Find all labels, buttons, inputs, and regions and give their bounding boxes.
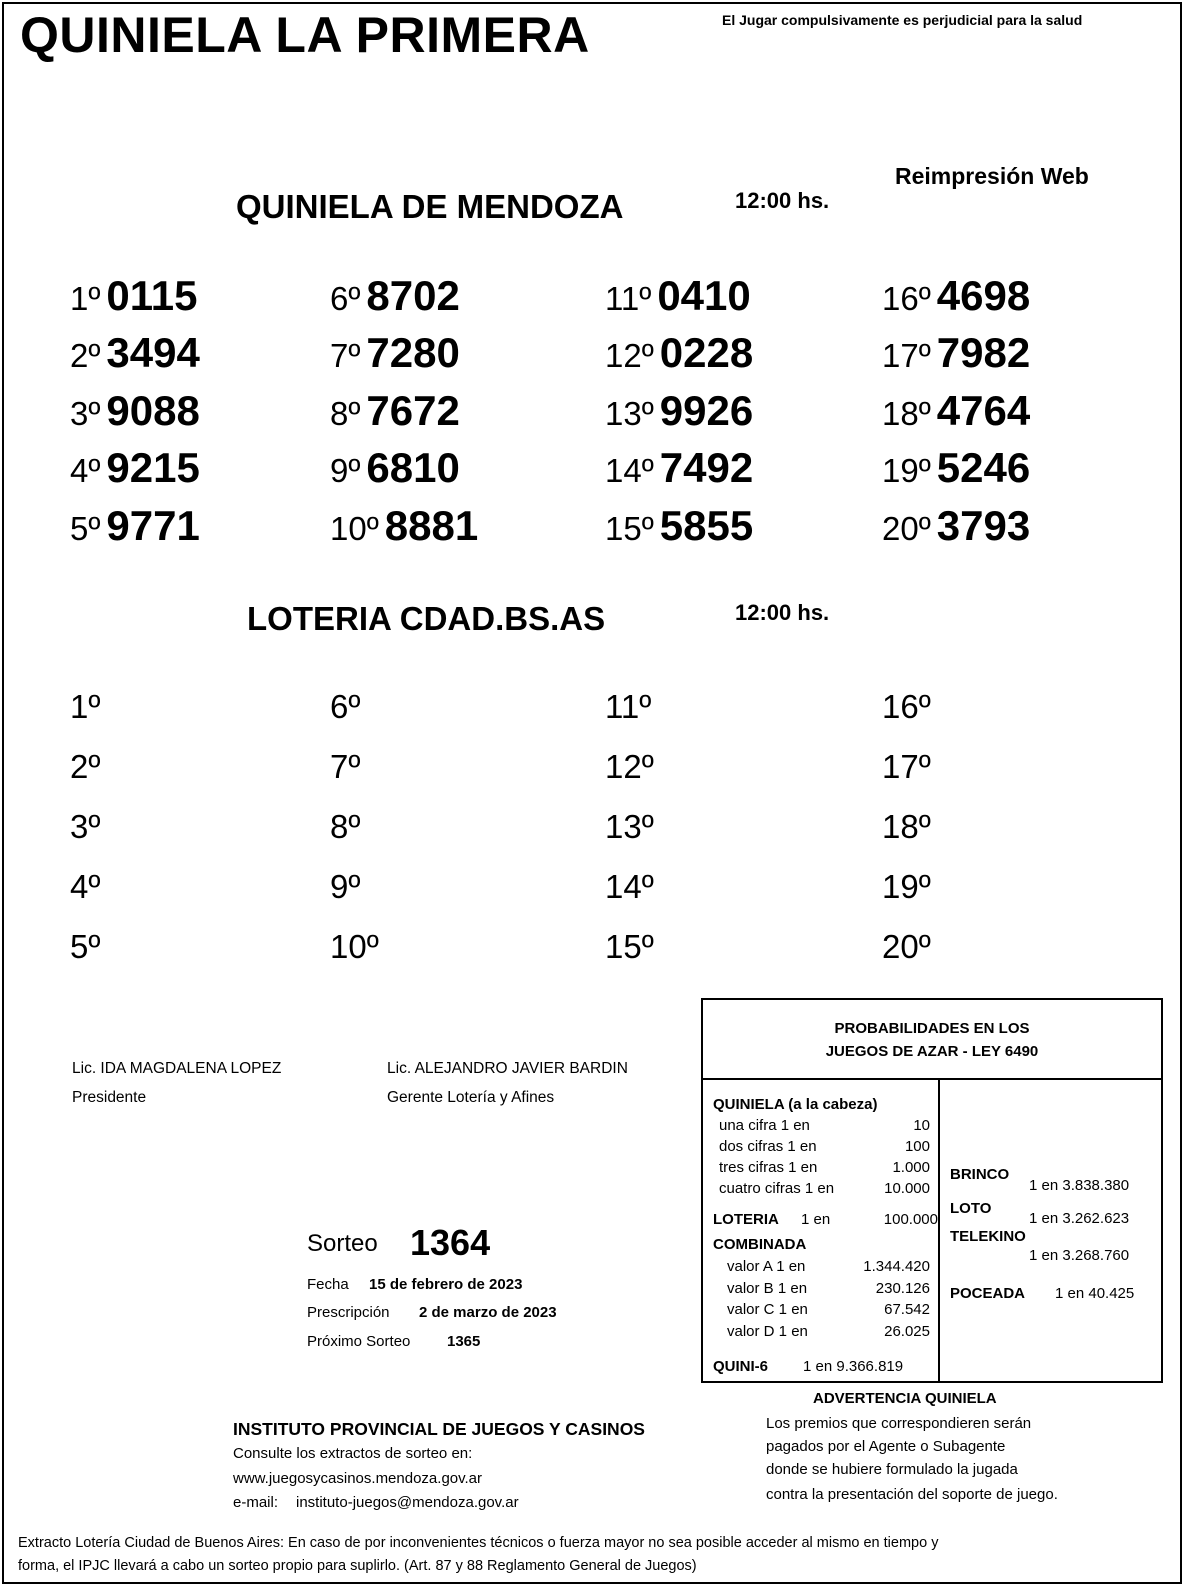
position-label: 3º bbox=[70, 395, 101, 432]
loteria-result-14 bbox=[605, 868, 654, 906]
loteria-result-1 bbox=[70, 688, 100, 726]
mendoza-title: QUINIELA DE MENDOZA bbox=[236, 188, 624, 225]
position-label: 16º bbox=[882, 280, 931, 317]
result-number: 4764 bbox=[936, 387, 1031, 434]
loteria-result-7 bbox=[330, 748, 360, 786]
result-number: 0228 bbox=[659, 329, 754, 376]
advertencia-line3: donde se hubiere formulado la jugada bbox=[766, 1461, 1018, 1478]
position-label: 4º bbox=[70, 868, 101, 905]
position-label: 16º bbox=[882, 688, 931, 725]
prescription-label: Prescripción bbox=[307, 1304, 390, 1321]
probabilities-title-line1: PROBABILIDADES EN LOS bbox=[834, 1020, 1030, 1037]
draw-date: 15 de febrero de 2023 bbox=[369, 1276, 523, 1293]
prob-row-label: tres cifras 1 en bbox=[719, 1159, 818, 1176]
draw-number: 1364 bbox=[410, 1222, 491, 1263]
result-number: 7982 bbox=[936, 329, 1031, 376]
probabilities-box bbox=[701, 998, 1163, 1383]
loteria-result-13 bbox=[605, 808, 654, 846]
prob-row-value: 1.344.420 bbox=[863, 1258, 930, 1275]
advertencia-title: ADVERTENCIA QUINIELA bbox=[813, 1390, 997, 1407]
prescription-date: 2 de marzo de 2023 bbox=[419, 1304, 557, 1321]
position-label: 19º bbox=[882, 452, 931, 489]
mendoza-result-10 bbox=[330, 502, 478, 550]
position-label: 18º bbox=[882, 808, 931, 845]
position-label: 8º bbox=[330, 808, 361, 845]
mendoza-result-11 bbox=[605, 272, 751, 320]
mendoza-result-2 bbox=[70, 329, 200, 377]
loteria-result-19 bbox=[882, 868, 931, 906]
result-number: 8702 bbox=[366, 272, 460, 319]
date-label: Fecha bbox=[307, 1276, 349, 1293]
prob-row-label: cuatro cifras 1 en bbox=[719, 1180, 835, 1197]
result-number: 9215 bbox=[106, 444, 200, 491]
quiniela-prob-title: QUINIELA (a la cabeza) bbox=[713, 1096, 878, 1113]
reprint-label: Reimpresión Web bbox=[895, 163, 1089, 189]
probabilities-header bbox=[703, 1000, 1161, 1080]
position-label: 9º bbox=[330, 868, 361, 905]
position-label: 6º bbox=[330, 688, 361, 725]
loteria-result-2 bbox=[70, 748, 100, 786]
result-number: 9771 bbox=[106, 502, 200, 549]
loteria-result-6 bbox=[330, 688, 360, 726]
advertencia-line2: pagados por el Agente o Subagente bbox=[766, 1438, 1006, 1455]
institute-email-label: e-mail: bbox=[233, 1494, 279, 1511]
loteria-result-8 bbox=[330, 808, 360, 846]
mendoza-result-8 bbox=[330, 387, 460, 435]
mendoza-result-19 bbox=[882, 444, 1030, 492]
mendoza-result-20 bbox=[882, 502, 1030, 550]
prob-row-value: 230.126 bbox=[875, 1279, 930, 1297]
position-label: 15º bbox=[605, 928, 654, 965]
result-number: 9926 bbox=[659, 387, 754, 434]
loteria-result-11 bbox=[605, 688, 651, 726]
position-label: 9º bbox=[330, 452, 361, 489]
prob-row-value: 1.000 bbox=[892, 1159, 930, 1176]
result-number: 7672 bbox=[366, 387, 460, 434]
health-warning: El Jugar compulsivamente es perjudicial para la salud bbox=[722, 12, 1083, 28]
prob-row-value: 10 bbox=[913, 1117, 930, 1134]
loteria-title: LOTERIA CDAD.BS.AS bbox=[247, 600, 606, 637]
page-title: QUINIELA LA PRIMERA bbox=[20, 7, 590, 63]
position-label: 7º bbox=[330, 748, 361, 785]
institute-website[interactable]: www.juegosycasinos.mendoza.gov.ar bbox=[233, 1470, 483, 1487]
position-label: 10º bbox=[330, 928, 379, 965]
next-draw-number: 1365 bbox=[447, 1333, 481, 1350]
result-number: 8881 bbox=[384, 502, 479, 549]
mendoza-result-6 bbox=[330, 272, 460, 320]
result-number: 5246 bbox=[936, 444, 1031, 491]
prob-row-label: dos cifras 1 en bbox=[719, 1138, 817, 1155]
position-label: 5º bbox=[70, 510, 101, 547]
prob-row-value: 26.025 bbox=[884, 1322, 930, 1340]
institute-name: INSTITUTO PROVINCIAL DE JUEGOS Y CASINOS bbox=[233, 1419, 645, 1439]
mendoza-result-18 bbox=[882, 387, 1030, 435]
position-label: 4º bbox=[70, 452, 101, 489]
loteria-result-3 bbox=[70, 808, 100, 846]
institute-email[interactable]: instituto-juegos@mendoza.gov.ar bbox=[296, 1494, 519, 1511]
mendoza-result-9 bbox=[330, 444, 460, 492]
mendoza-result-13 bbox=[605, 387, 753, 435]
position-label: 13º bbox=[605, 808, 654, 845]
loteria-result-20 bbox=[882, 928, 931, 966]
brinco-prob-value: 1 en 3.838.380 bbox=[1029, 1177, 1130, 1194]
mendoza-result-7 bbox=[330, 329, 460, 377]
mendoza-result-5 bbox=[70, 502, 200, 550]
president-name: Lic. IDA MAGDALENA LOPEZ bbox=[72, 1060, 282, 1077]
loteria-prob-label: LOTERIA bbox=[713, 1211, 779, 1228]
position-label: 12º bbox=[605, 748, 654, 785]
position-label: 17º bbox=[882, 748, 931, 785]
loto-prob-value: 1 en 3.262.623 bbox=[1029, 1210, 1130, 1227]
position-label: 11º bbox=[605, 280, 652, 317]
position-label: 3º bbox=[70, 808, 101, 845]
prob-row-label: valor C 1 en bbox=[727, 1301, 808, 1318]
loteria-result-10 bbox=[330, 928, 379, 966]
result-number: 5855 bbox=[659, 502, 754, 549]
result-number: 0115 bbox=[106, 272, 198, 319]
position-label: 6º bbox=[330, 280, 361, 317]
position-label: 14º bbox=[605, 868, 654, 905]
result-number: 7280 bbox=[366, 329, 460, 376]
manager-name: Lic. ALEJANDRO JAVIER BARDIN bbox=[387, 1060, 628, 1077]
footer-line1: Extracto Lotería Ciudad de Buenos Aires: En caso de por inconvenientes técnicos o fuerza mayor no sea posible acceder al mismo en tiempo y bbox=[18, 1535, 939, 1551]
advertencia-line4: contra la presentación del soporte de juego. bbox=[766, 1486, 1058, 1503]
mendoza-result-3 bbox=[70, 387, 200, 435]
institute-consult: Consulte los extractos de sorteo en: bbox=[233, 1445, 473, 1462]
brinco-prob-label: BRINCO bbox=[950, 1166, 1010, 1183]
result-number: 4698 bbox=[936, 272, 1031, 319]
loteria-result-17 bbox=[882, 748, 931, 786]
president-role: Presidente bbox=[72, 1089, 147, 1106]
position-label: 1º bbox=[70, 688, 101, 725]
probabilities-left-column bbox=[703, 1080, 940, 1381]
loteria-result-15 bbox=[605, 928, 654, 966]
manager-role: Gerente Lotería y Afines bbox=[387, 1089, 555, 1106]
position-label: 20º bbox=[882, 928, 931, 965]
position-label: 8º bbox=[330, 395, 361, 432]
position-label: 2º bbox=[70, 748, 101, 785]
position-label: 13º bbox=[605, 395, 654, 432]
position-label: 11º bbox=[605, 688, 652, 725]
result-number: 0410 bbox=[657, 272, 751, 319]
draw-label: Sorteo bbox=[307, 1230, 378, 1257]
loteria-result-9 bbox=[330, 868, 360, 906]
poceada-prob-value: 1 en 40.425 bbox=[1055, 1285, 1135, 1302]
loteria-time: 12:00 hs. bbox=[735, 600, 830, 625]
position-label: 7º bbox=[330, 337, 361, 374]
result-number: 6810 bbox=[366, 444, 460, 491]
position-label: 10º bbox=[330, 510, 379, 547]
result-number: 7492 bbox=[659, 444, 754, 491]
loteria-result-12 bbox=[605, 748, 654, 786]
loteria-result-16 bbox=[882, 688, 931, 726]
probabilities-title-line2: JUEGOS DE AZAR - LEY 6490 bbox=[825, 1043, 1039, 1060]
prob-row-label: una cifra 1 en bbox=[719, 1117, 810, 1134]
loto-prob-label: LOTO bbox=[950, 1200, 992, 1217]
position-label: 15º bbox=[605, 510, 654, 547]
poceada-prob-label: POCEADA bbox=[950, 1285, 1026, 1302]
next-draw-label: Próximo Sorteo bbox=[307, 1333, 411, 1350]
mendoza-time: 12:00 hs. bbox=[735, 188, 830, 213]
position-label: 14º bbox=[605, 452, 654, 489]
mendoza-result-4 bbox=[70, 444, 200, 492]
prob-row-value: 67.542 bbox=[884, 1301, 930, 1318]
mendoza-result-12 bbox=[605, 329, 753, 377]
advertencia-line1: Los premios que correspondieren serán bbox=[766, 1415, 1032, 1432]
position-label: 18º bbox=[882, 395, 931, 432]
result-number: 9088 bbox=[106, 387, 200, 434]
loteria-result-4 bbox=[70, 868, 100, 906]
mendoza-result-14 bbox=[605, 444, 753, 492]
result-number: 3793 bbox=[936, 502, 1031, 549]
loteria-result-18 bbox=[882, 808, 931, 846]
prob-row-value: 10.000 bbox=[884, 1180, 930, 1197]
mendoza-result-1 bbox=[70, 272, 198, 320]
mendoza-result-15 bbox=[605, 502, 753, 550]
prob-row-value: 100 bbox=[904, 1138, 930, 1155]
position-label: 19º bbox=[882, 868, 931, 905]
position-label: 5º bbox=[70, 928, 101, 965]
prob-row-label: valor B 1 en bbox=[727, 1279, 808, 1297]
loteria-result-5 bbox=[70, 928, 100, 966]
loteria-prob-en: 1 en bbox=[801, 1211, 831, 1228]
position-label: 2º bbox=[70, 337, 101, 374]
quini6-prob-value: 1 en 9.366.819 bbox=[803, 1358, 904, 1375]
prob-row-label: valor A 1 en bbox=[727, 1258, 806, 1275]
combinada-prob-title: COMBINADA bbox=[713, 1236, 807, 1253]
mendoza-result-16 bbox=[882, 272, 1030, 320]
quini6-prob-label: QUINI-6 bbox=[713, 1358, 769, 1375]
footer-line2: forma, el IPJC llevará a cabo un sorteo propio para suplirlo. (Art. 87 y 88 Reglamento General de Juegos) bbox=[18, 1558, 697, 1574]
telekino-prob-value: 1 en 3.268.760 bbox=[1029, 1247, 1130, 1264]
position-label: 12º bbox=[605, 337, 654, 374]
position-label: 17º bbox=[882, 337, 931, 374]
mendoza-result-17 bbox=[882, 329, 1030, 377]
prob-row-label: valor D 1 en bbox=[727, 1322, 808, 1340]
position-label: 20º bbox=[882, 510, 931, 547]
result-number: 3494 bbox=[106, 329, 200, 376]
position-label: 1º bbox=[70, 280, 101, 317]
telekino-prob-label: TELEKINO bbox=[950, 1228, 1026, 1245]
loteria-prob-value: 100.000 bbox=[883, 1211, 938, 1228]
